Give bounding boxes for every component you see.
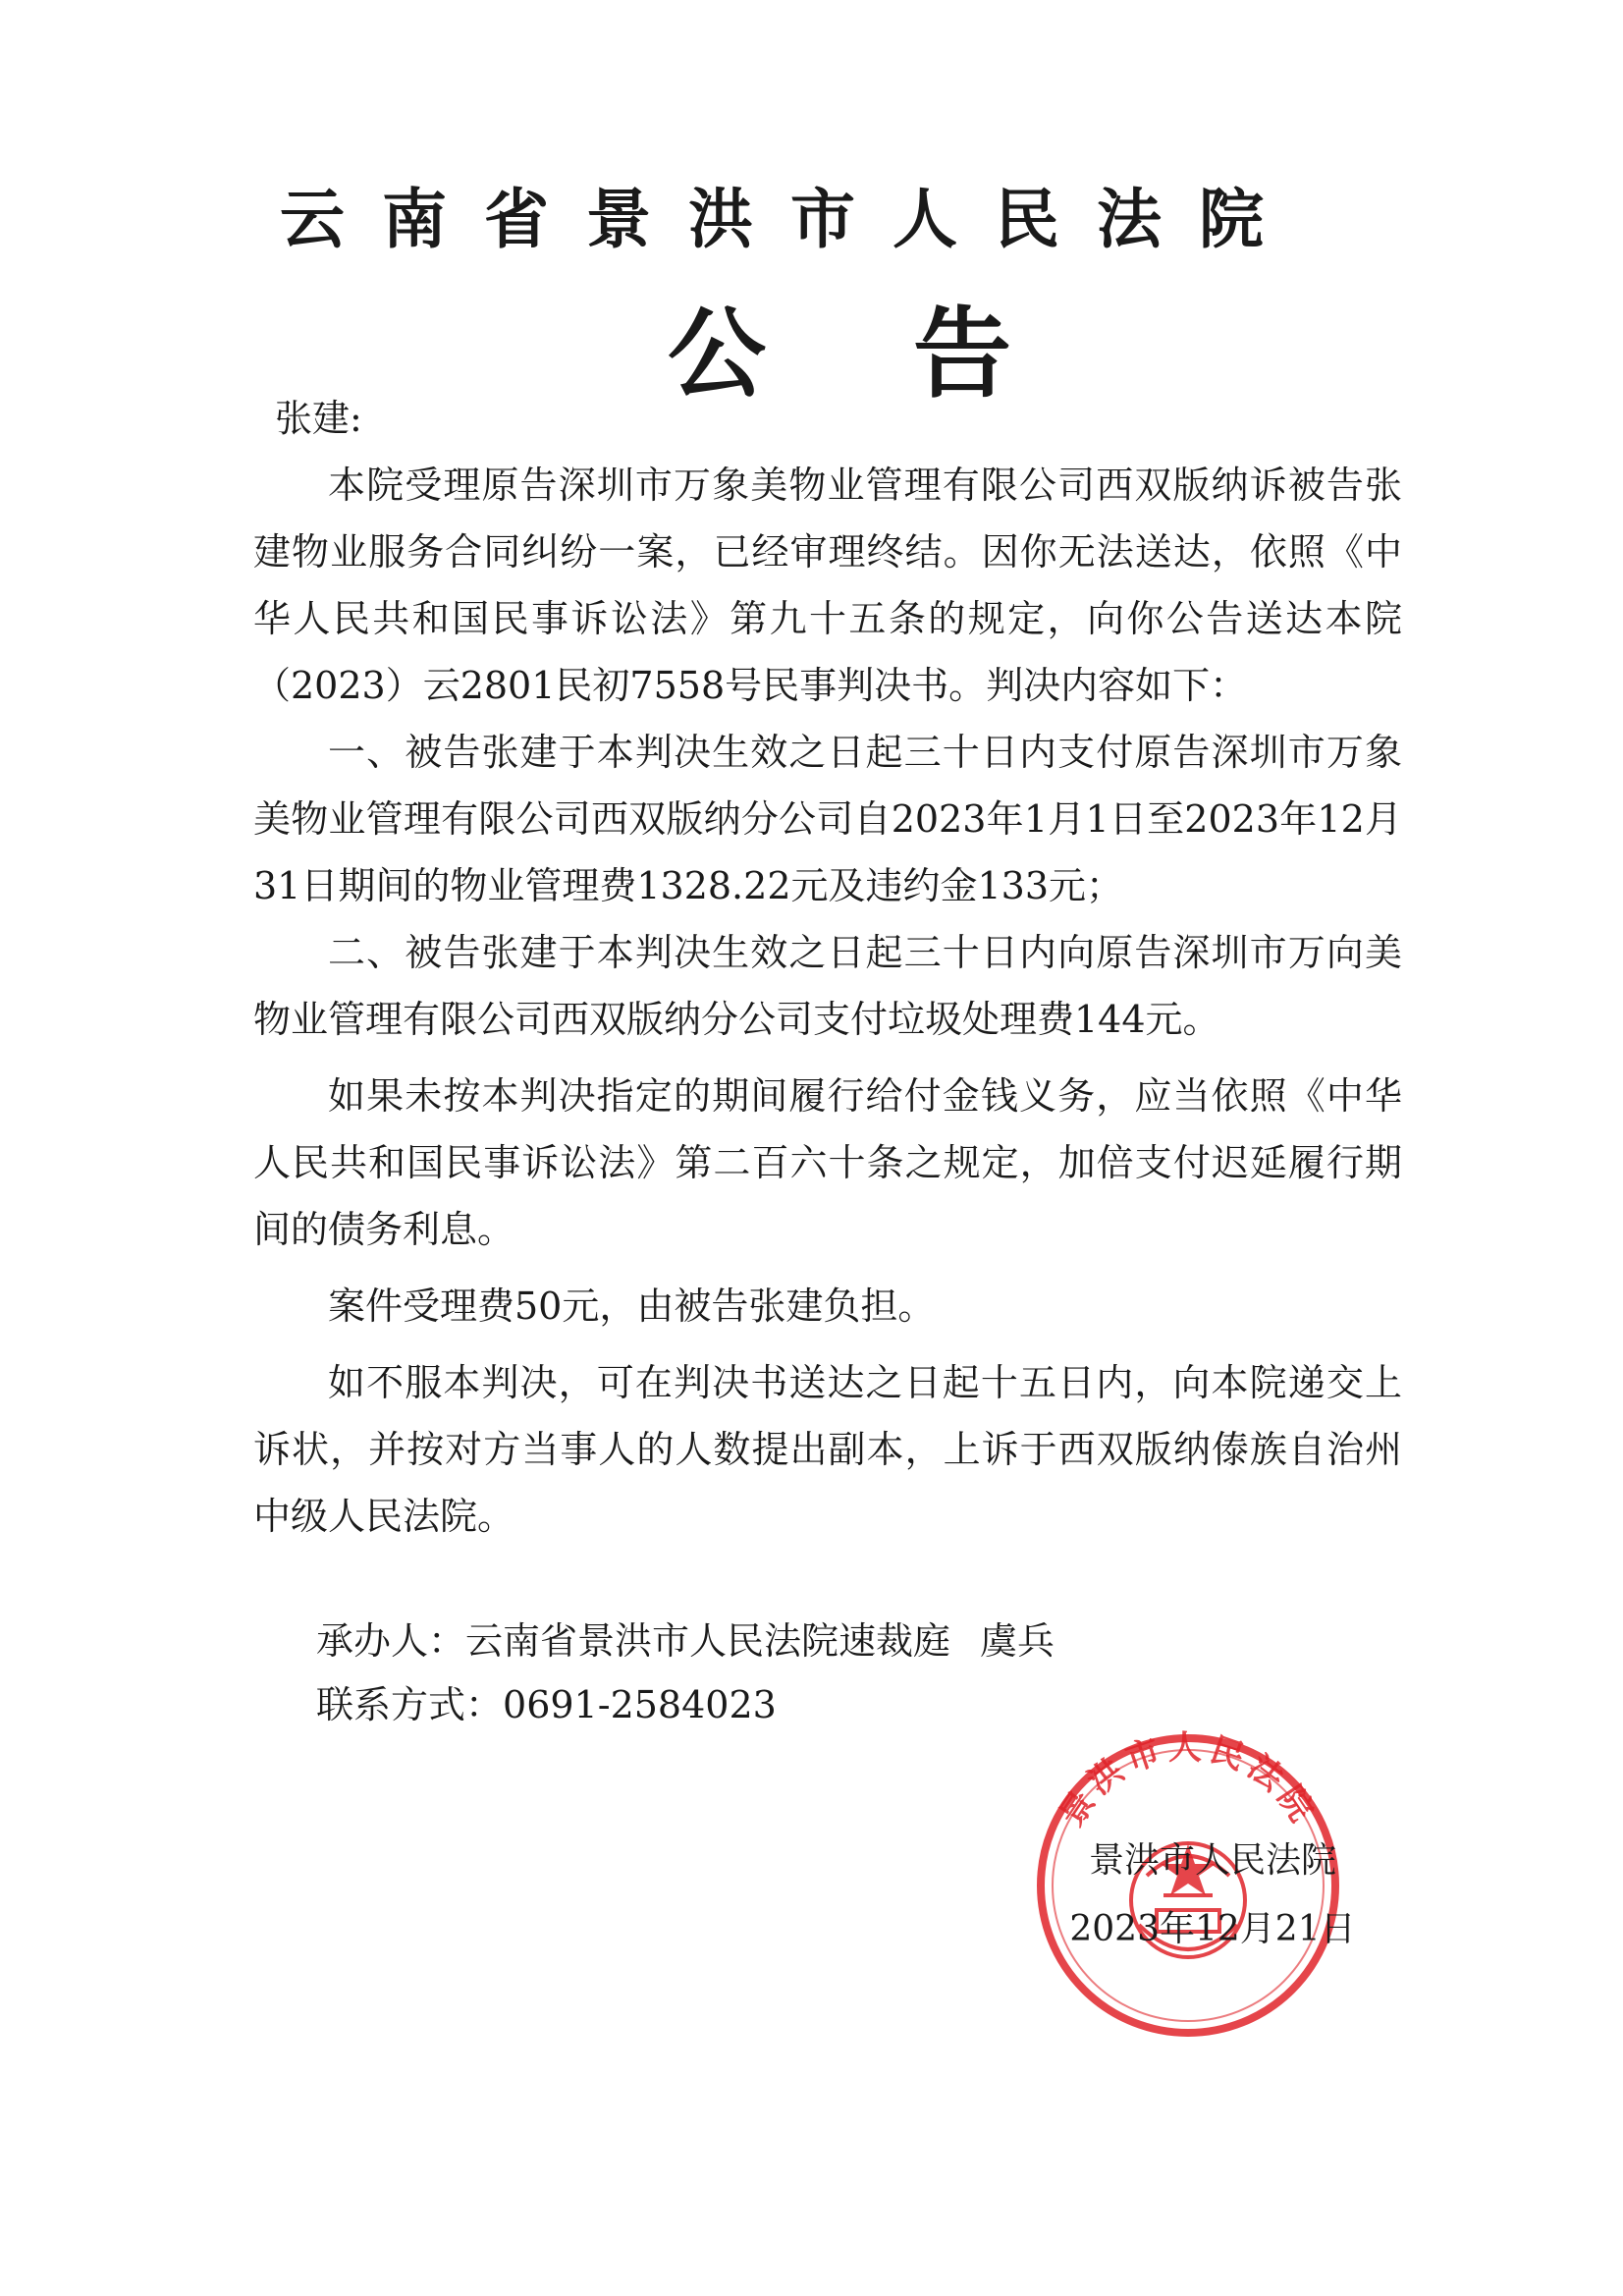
body-paragraph-fee: 案件受理费50元，由被告张建负担。 [328,1285,936,1328]
court-name-heading: 云南省景洪市人民法院 [280,182,1301,257]
body-paragraph-interest: 如果未按本判决指定的期间履行给付金钱义务，应当依照《中华人民共和国民事诉讼法》第二百六十条之规定，加倍支付迟延履行期间的债务利息。 [253,1074,1402,1251]
handler-label: 承办人： [316,1619,466,1663]
body-paragraph-ruling-1: 一、被告张建于本判决生效之日起三十日内支付原告深圳市万象美物业管理有限公司西双版纳分公司自2023年1月1日至2023年12月31日期间的物业管理费1328.22元及违约金133元； [253,731,1402,907]
handler-name: 虞兵 [980,1619,1055,1663]
phone-label: 联系方式： [316,1683,504,1726]
document-title: 公告 [668,297,1159,411]
svg-text:景洪市人民法院 [1053,1728,1325,1833]
announcement-body [253,452,1402,1550]
seal-text: 景洪市人民法院 [1052,1728,1325,1834]
body-paragraph-ruling-2: 二、被告张建于本判决生效之日起三十日内向原告深圳市万向美物业管理有限公司西双版纳分公司支付垃圾处理费144元。 [253,931,1402,1041]
signature-block [1055,1827,1370,1964]
signature-date: 2023年12月21日 [1069,1909,1356,1949]
body-paragraph-intro: 本院受理原告深圳市万象美物业管理有限公司西双版纳诉被告张建物业服务合同纠纷一案，已经审理终结。因你无法送达，依照《中华人民共和国民事诉讼法》第九十五条的规定，向你公告送达本院（2023）云2801民初7558号民事判决书。判决内容如下： [253,464,1402,707]
phone-number: 0691-2584023 [503,1683,777,1726]
body-paragraph-appeal: 如不服本判决，可在判决书送达之日起十五日内，向本院递交上诉状，并按对方当事人的人数提出副本，上诉于西双版纳傣族自治州中级人民法院。 [253,1361,1402,1538]
signature-court: 景洪市人民法院 [1088,1840,1336,1881]
addressee: 张建: [275,397,362,440]
phone-line [316,1674,777,1728]
handler-line [316,1611,1055,1665]
handler-unit: 云南省景洪市人民法院速裁庭 [465,1619,951,1663]
